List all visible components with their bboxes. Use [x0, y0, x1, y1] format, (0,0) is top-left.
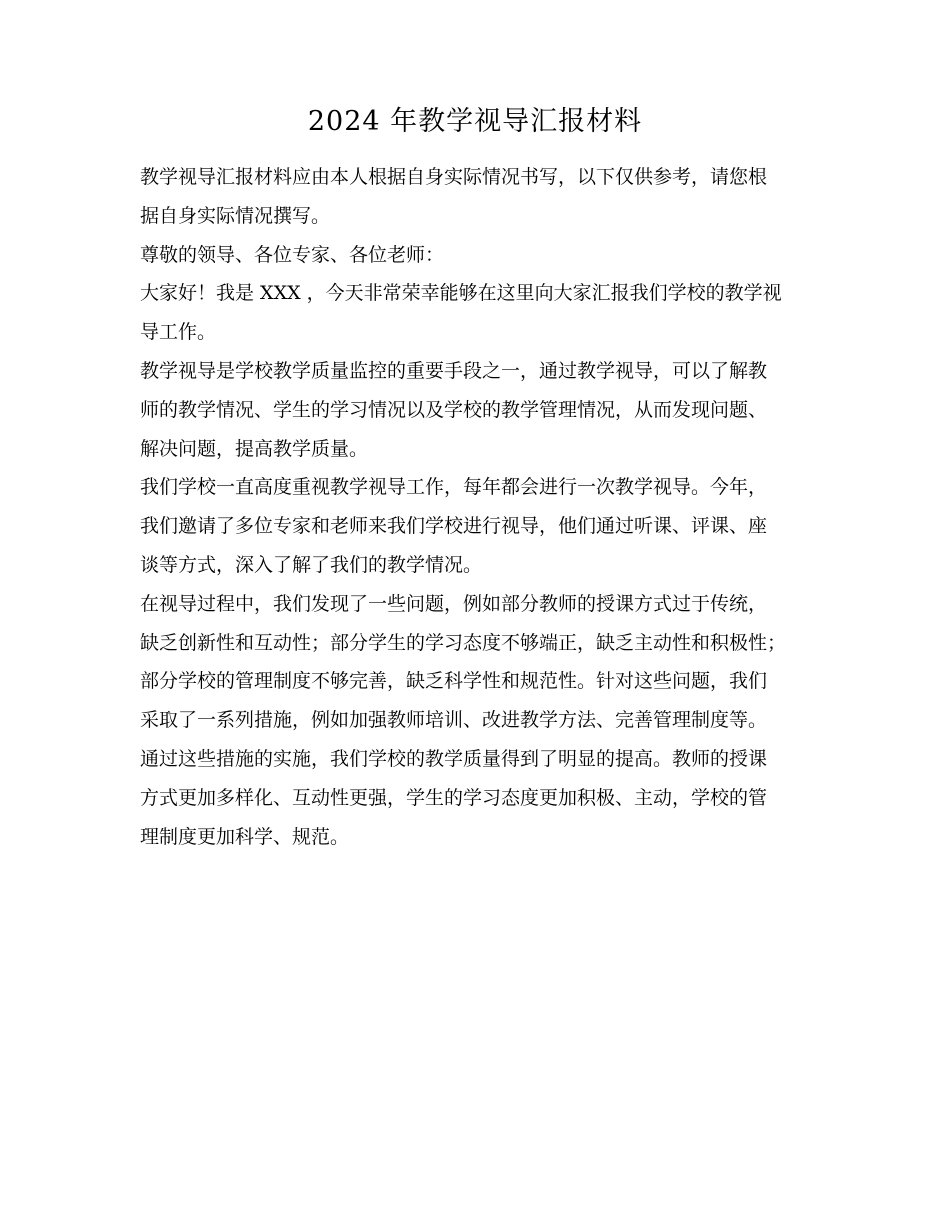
body-line: 教学视导汇报材料应由本人根据自身实际情况书写，以下仅供参考，请您根: [140, 166, 768, 188]
body-line: 导工作。: [140, 321, 217, 344]
body-line: 我们学校一直高度重视教学视导工作，每年都会进行一次教学视导。今年，: [140, 476, 768, 499]
document-body: [140, 158, 830, 856]
body-line: 缺乏创新性和互动性；部分学生的学习态度不够端正，缺乏主动性和积极性；: [140, 631, 787, 654]
document-title: 2024 年教学视导汇报材料: [307, 106, 643, 137]
body-line: 我们邀请了多位专家和老师来我们学校进行视导，他们通过听课、评课、座: [140, 515, 768, 538]
body-line: 教学视导是学校教学质量监控的重要手段之一，通过教学视导，可以了解教: [140, 359, 768, 382]
body-line: 尊敬的领导、各位专家、各位老师：: [140, 243, 445, 266]
body-line: 谈等方式，深入了解了我们的教学情况。: [140, 553, 483, 576]
body-line: 采取了一系列措施，例如加强教师培训、改进教学方法、完善管理制度等。: [140, 709, 768, 732]
body-line: 部分学校的管理制度不够完善，缺乏科学性和规范性。针对这些问题，我们: [140, 670, 768, 693]
body-line: 解决问题，提高教学质量。: [140, 437, 369, 460]
body-line: 通过这些措施的实施，我们学校的教学质量得到了明显的提高。教师的授课: [140, 747, 768, 770]
body-line: 方式更加多样化、互动性更强，学生的学习态度更加积极、主动，学校的管: [140, 786, 768, 809]
body-line: 理制度更加科学、规范。: [140, 825, 350, 848]
body-line: 师的教学情况、学生的学习情况以及学校的教学管理情况，从而发现问题、: [140, 398, 768, 421]
body-line: 大家好！我是 XXX ，今天非常荣幸能够在这里向大家汇报我们学校的教学视: [140, 282, 782, 305]
body-line: 据自身实际情况撰写。: [140, 204, 331, 227]
body-line: 在视导过程中，我们发现了一些问题，例如部分教师的授课方式过于传统，: [140, 592, 768, 615]
